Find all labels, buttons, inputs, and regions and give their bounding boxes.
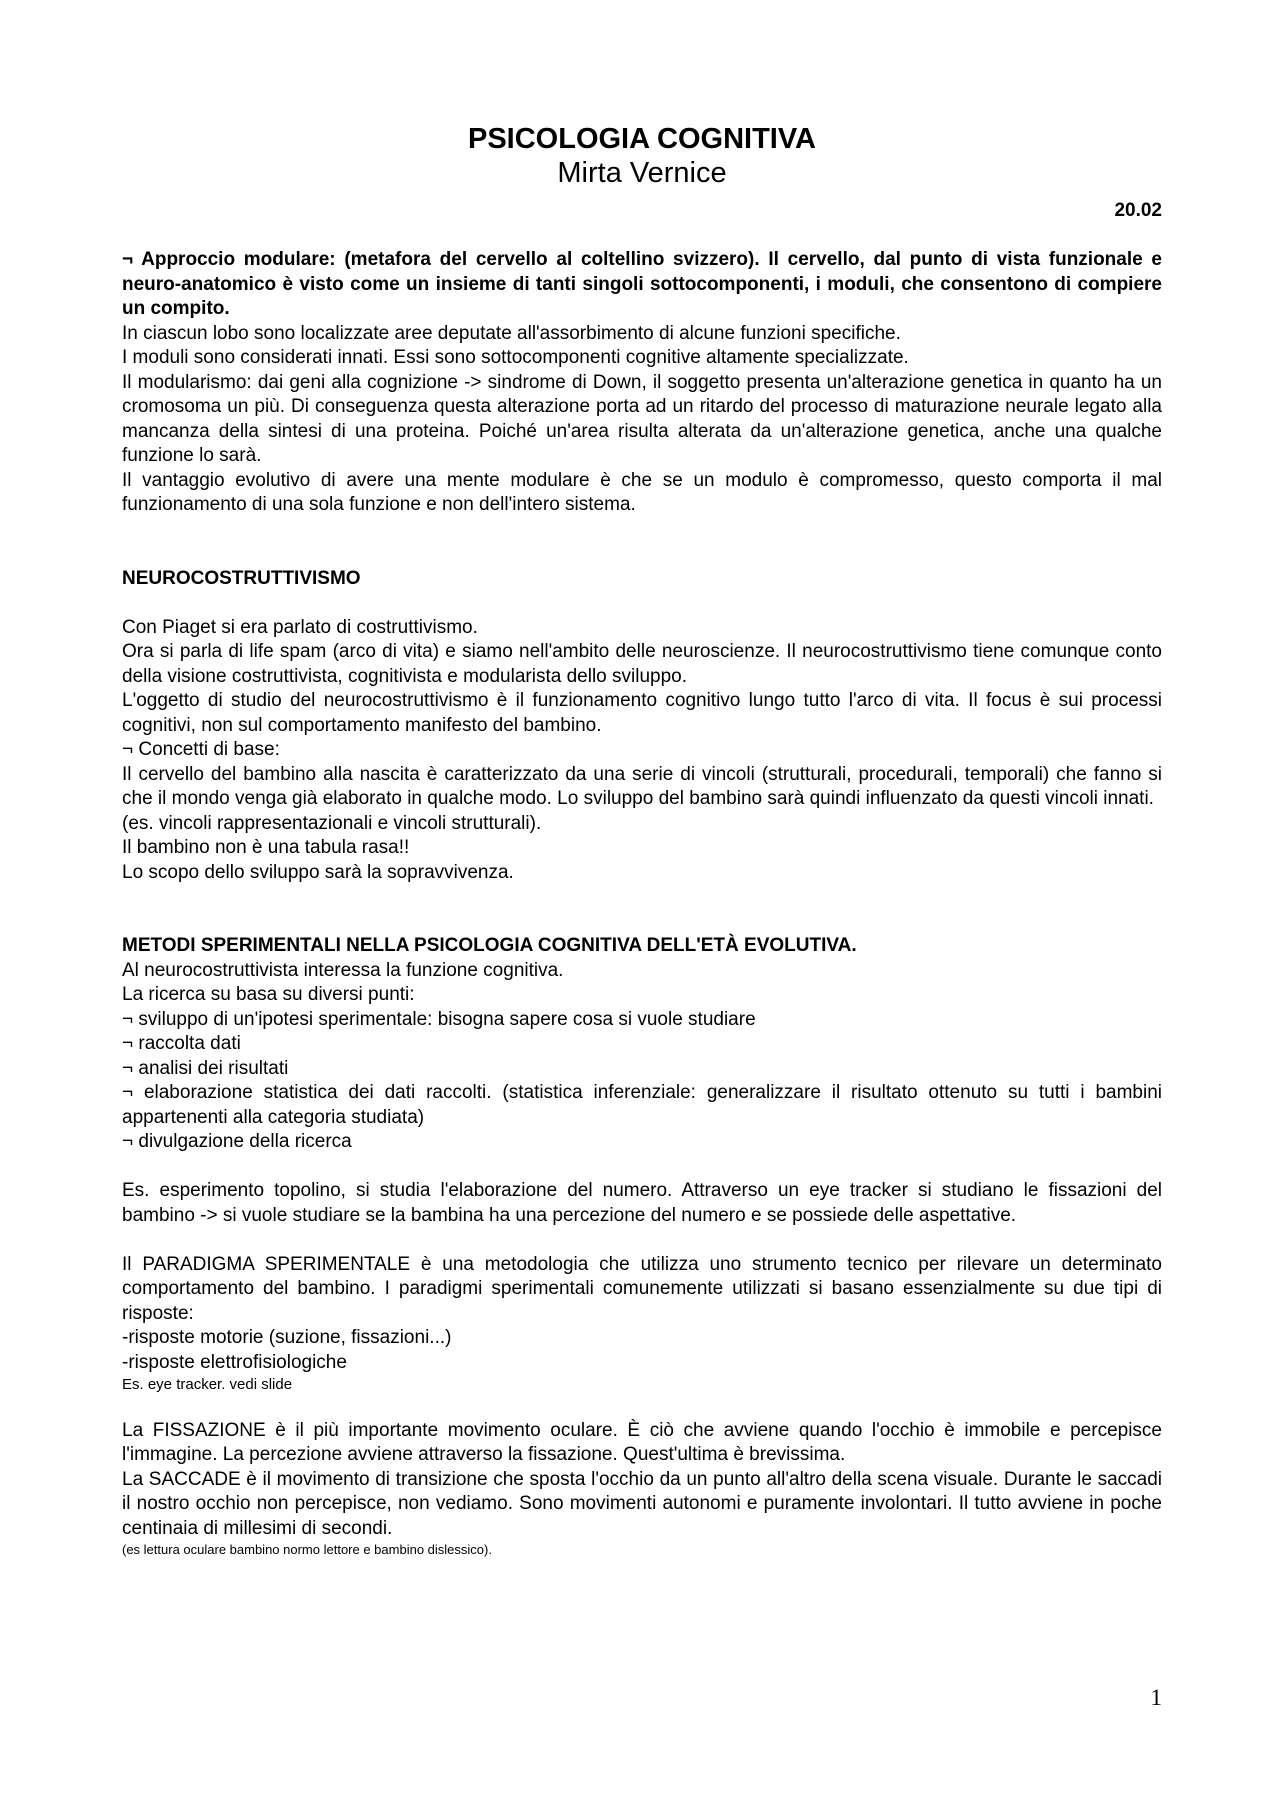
saccade-paragraph: La SACCADE è il movimento di transizione che sposta l'occhio da un punto all'altro della scena visuale. Durante le saccadi il nostro occhio non percepisce, non vediamo. Sono movimenti autonomi e puramente involontari. Il tutto avviene in poche centinaia di millesimi di secondi.: [122, 1468, 1162, 1539]
paradigma-paragraph: Il PARADIGMA SPERIMENTALE è una metodologia che utilizza uno strumento tecnico per rilevare un determinato comportamento del bambino. I paradigmi sperimentali comunemente utilizzati si basano essenzialmente su due tipi di risposte:: [122, 1253, 1162, 1324]
list-item: ¬ divulgazione della ricerca: [122, 1131, 352, 1152]
side-note: Es. eye tracker. vedi slide: [122, 1376, 293, 1393]
spacer: [122, 1394, 1162, 1419]
spacer: [122, 518, 1162, 567]
page-number: 1: [1150, 1685, 1162, 1710]
section-heading-metodi: METODI SPERIMENTALI NELLA PSICOLOGIA COGNITIVA DELL'ETÀ EVOLUTIVA.: [122, 935, 857, 956]
spacer: [122, 222, 1162, 248]
neuro-paragraph: Ora si parla di life spam (arco di vita) e siamo nell'ambito delle neuroscienze. Il neurocostruttivismo tiene comunque conto della visione costruttivista, cognitivista e modularista dello sviluppo.: [122, 641, 1162, 687]
neuro-paragraph: Con Piaget si era parlato di costruttivismo.: [122, 616, 478, 638]
section-heading-neuro: NEUROCOSTRUTTIVISMO: [122, 567, 361, 589]
lecture-date: 20.02: [1114, 200, 1162, 221]
neuro-paragraph: (es. vincoli rappresentazionali e vincoli strutturali).: [122, 812, 542, 834]
spacer: [122, 1155, 1162, 1180]
intro-line: I moduli sono considerati innati. Essi sono sottocomponenti cognitive altamente specializzate.: [122, 347, 909, 368]
intro-bold-paragraph: ¬ Approccio modulare: (metafora del cervello al coltellino svizzero). Il cervello, dal punto di vista funzionale e neuro-anatomico è visto come un insieme di tanti singoli sottocomponenti, i moduli, che consentono di compiere un compito.: [122, 249, 1162, 319]
list-item: ¬ sviluppo di un'ipotesi sperimentale: bisogna sapere cosa si vuole studiare: [122, 1008, 756, 1030]
metodi-paragraph: Al neurocostruttivista interessa la funzione cognitiva.: [122, 959, 564, 981]
document-title: PSICOLOGIA COGNITIVA: [467, 123, 816, 155]
spacer: [122, 1228, 1162, 1253]
intro-line: Il modularismo: dai geni alla cognizione -> sindrome di Down, il soggetto presenta un'alterazione genetica in quanto ha un cromosoma un più. Di conseguenza questa alterazione porta ad un ritardo del processo di maturazione neurale legato alla mancanza della sintesi di una proteina. Poiché un'area risulta alterata da un'alterazione genetica, anche una qualche funzione lo sarà.: [122, 371, 1162, 466]
example-paragraph: Es. esperimento topolino, si studia l'elaborazione del numero. Attraverso un eye tracker si studiano le fissazioni del bambino -> si vuole studiare se la bambina ha una percezione del numero e se possiede delle aspettative.: [122, 1180, 1162, 1226]
neuro-paragraph: L'oggetto di studio del neurocostruttivismo è il funzionamento cognitivo lungo tutto l'arco di vita. Il focus è sui processi cognitivi, non sul comportamento manifesto del bambino.: [122, 690, 1162, 736]
neuro-paragraph: ¬ Concetti di base:: [122, 739, 280, 760]
intro-line: Il vantaggio evolutivo di avere una mente modulare è che se un modulo è compromesso, questo comporta il mal funzionamento di una sola funzione e non dell'intero sistema.: [122, 469, 1162, 515]
list-item: ¬ elaborazione statistica dei dati raccolti. (statistica inferenziale: generalizzare il risultato ottenuto su tutti i bambini appartenenti alla categoria studiata): [122, 1082, 1162, 1128]
list-item: ¬ analisi dei risultati: [122, 1057, 289, 1079]
neuro-paragraph: Il cervello del bambino alla nascita è caratterizzato da una serie di vincoli (strutturali, procedurali, temporali) che fanno si che il mondo venga già elaborato in qualche modo. Lo sviluppo del bambino sarà quindi influenzato da questi vincoli innati.: [122, 763, 1162, 809]
document-author: Mirta Vernice: [557, 157, 727, 189]
intro-line: In ciascun lobo sono localizzate aree deputate all'assorbimento di alcune funzioni specifiche.: [122, 322, 901, 344]
neuro-paragraph: Lo scopo dello sviluppo sarà la sopravvivenza.: [122, 861, 514, 883]
neuro-paragraph: Il bambino non è una tabula rasa!!: [122, 837, 410, 858]
spacer: [122, 591, 1162, 616]
response-type: -risposte motorie (suzione, fissazioni...): [122, 1327, 452, 1348]
response-type: -risposte elettrofisiologiche: [122, 1351, 347, 1373]
side-note: (es lettura oculare bambino normo lettore e bambino dislessico).: [122, 1542, 492, 1557]
fissazione-paragraph: La FISSAZIONE è il più importante movimento oculare. È ciò che avviene quando l'occhio è immobile e percepisce l'immagine. La percezione avviene attraverso la fissazione. Quest'ultima è brevissima.: [122, 1419, 1162, 1465]
list-item: ¬ raccolta dati: [122, 1033, 241, 1054]
spacer: [122, 885, 1162, 934]
metodi-paragraph: La ricerca su basa su diversi punti:: [122, 984, 415, 1005]
document-content: [122, 122, 1162, 1558]
